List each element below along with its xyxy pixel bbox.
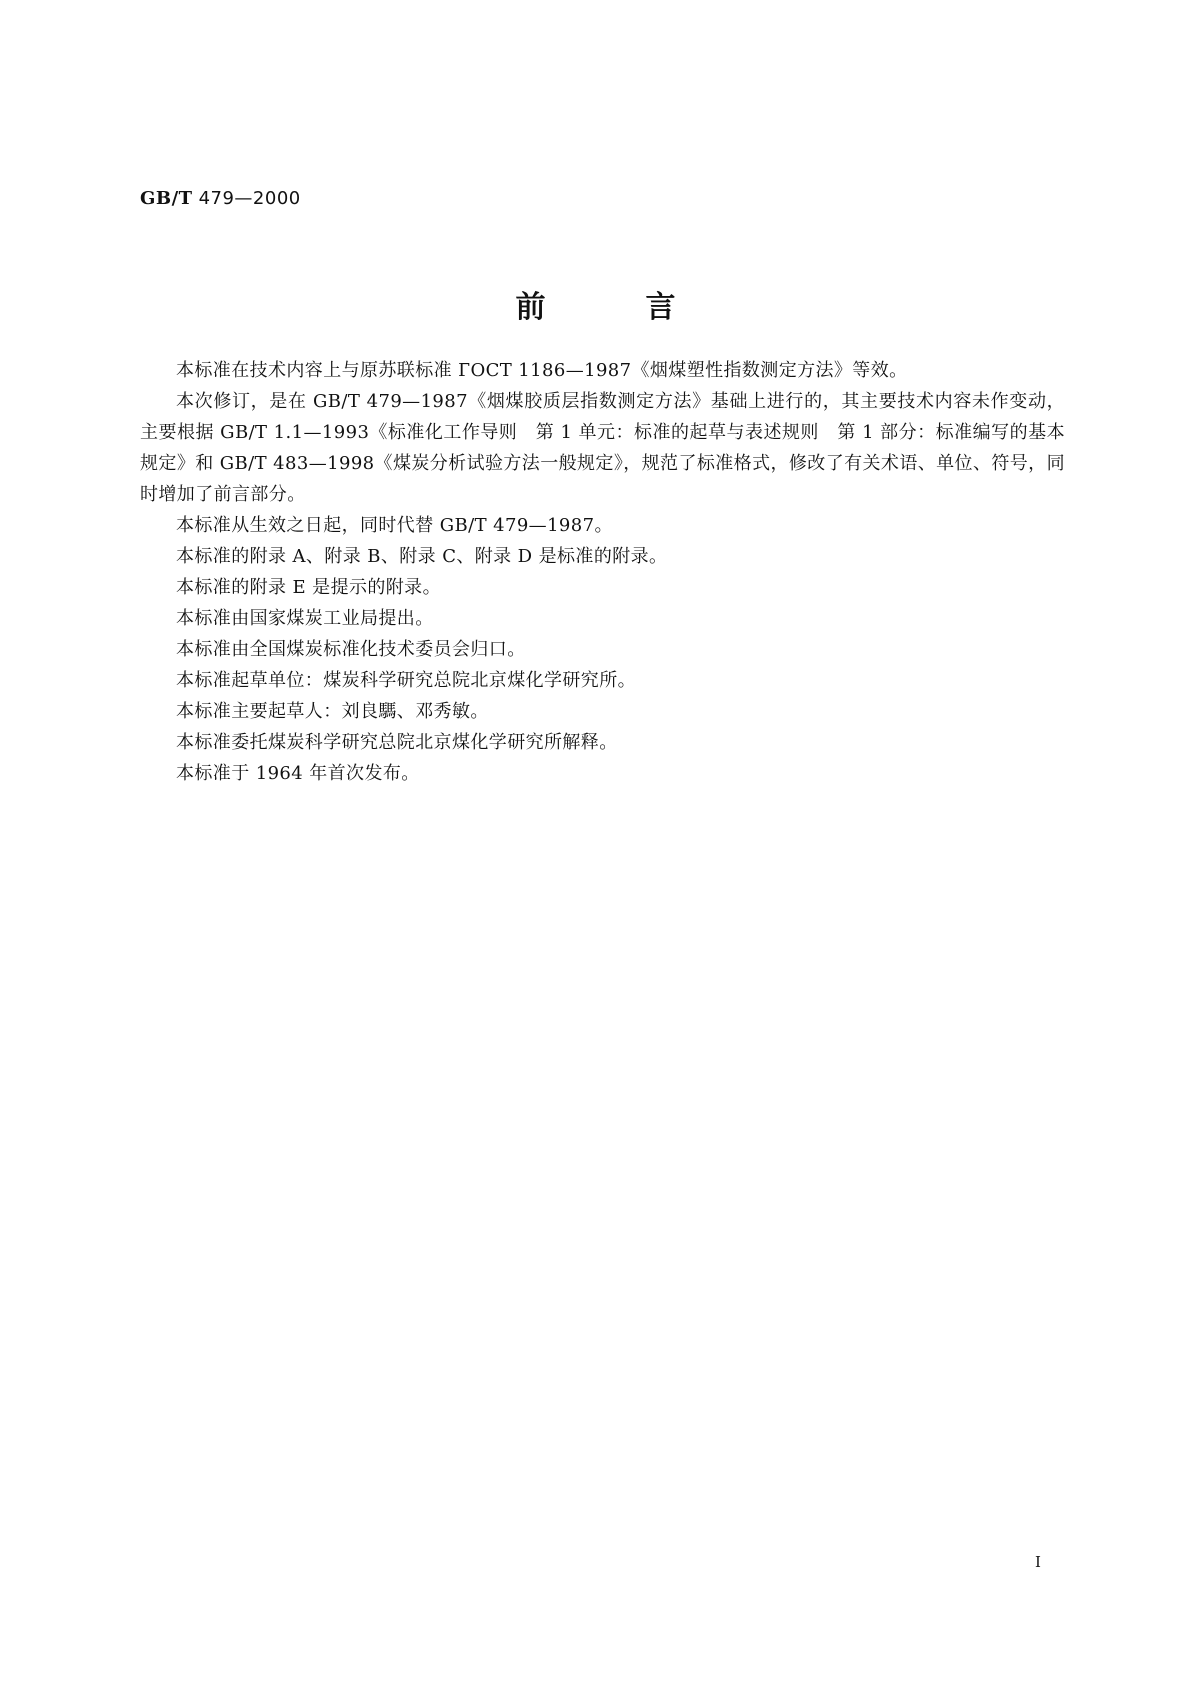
standard-code-prefix: GB/T xyxy=(140,188,193,209)
paragraph-normative-annexes: 本标准的附录 A、附录 B、附录 C、附录 D 是标准的附录。 xyxy=(176,546,668,567)
paragraph-informative-annex: 本标准的附录 E 是提示的附录。 xyxy=(176,577,441,598)
section-title-char-2: 言 xyxy=(645,290,676,325)
paragraph-drafting-unit: 本标准起草单位：煤炭科学研究总院北京煤化学研究所。 xyxy=(176,670,636,691)
paragraph-proposer: 本标准由国家煤炭工业局提出。 xyxy=(176,608,434,629)
standard-code-number: 479—2000 xyxy=(198,188,301,209)
page-number: I xyxy=(1035,1553,1041,1571)
paragraph-revision: 本次修订，是在 GB/T 479—1987《烟煤胶质层指数测定方法》基础上进行的，其主要技术内容未作变动，主要根据 GB/T 1.1—1993《标准化工作导则 第 1 单元：标准的起草与表述规则 第 1 部分：标准编写的基本规定》和 GB/T 483—1998《煤炭分析试验方法一般规定》，规范了标准格式，修改了有关术语、单位、符号，同时增加了前言部分。 xyxy=(140,391,1065,505)
section-title-char-1: 前 xyxy=(515,290,546,325)
paragraph-equivalence: 本标准在技术内容上与原苏联标准 ГОСТ 1186—1987《烟煤塑性指数测定方法》等效。 xyxy=(176,360,908,381)
paragraph-committee: 本标准由全国煤炭标准化技术委员会归口。 xyxy=(176,639,526,660)
standard-code xyxy=(140,188,301,209)
foreword-body xyxy=(140,355,1065,789)
paragraph-first-issue: 本标准于 1964 年首次发布。 xyxy=(176,763,420,784)
paragraph-drafters: 本标准主要起草人：刘良騳、邓秀敏。 xyxy=(176,701,489,722)
section-title xyxy=(0,282,1191,326)
paragraph-interpretation: 本标准委托煤炭科学研究总院北京煤化学研究所解释。 xyxy=(176,732,618,753)
paragraph-replacement: 本标准从生效之日起，同时代替 GB/T 479—1987。 xyxy=(176,515,613,536)
